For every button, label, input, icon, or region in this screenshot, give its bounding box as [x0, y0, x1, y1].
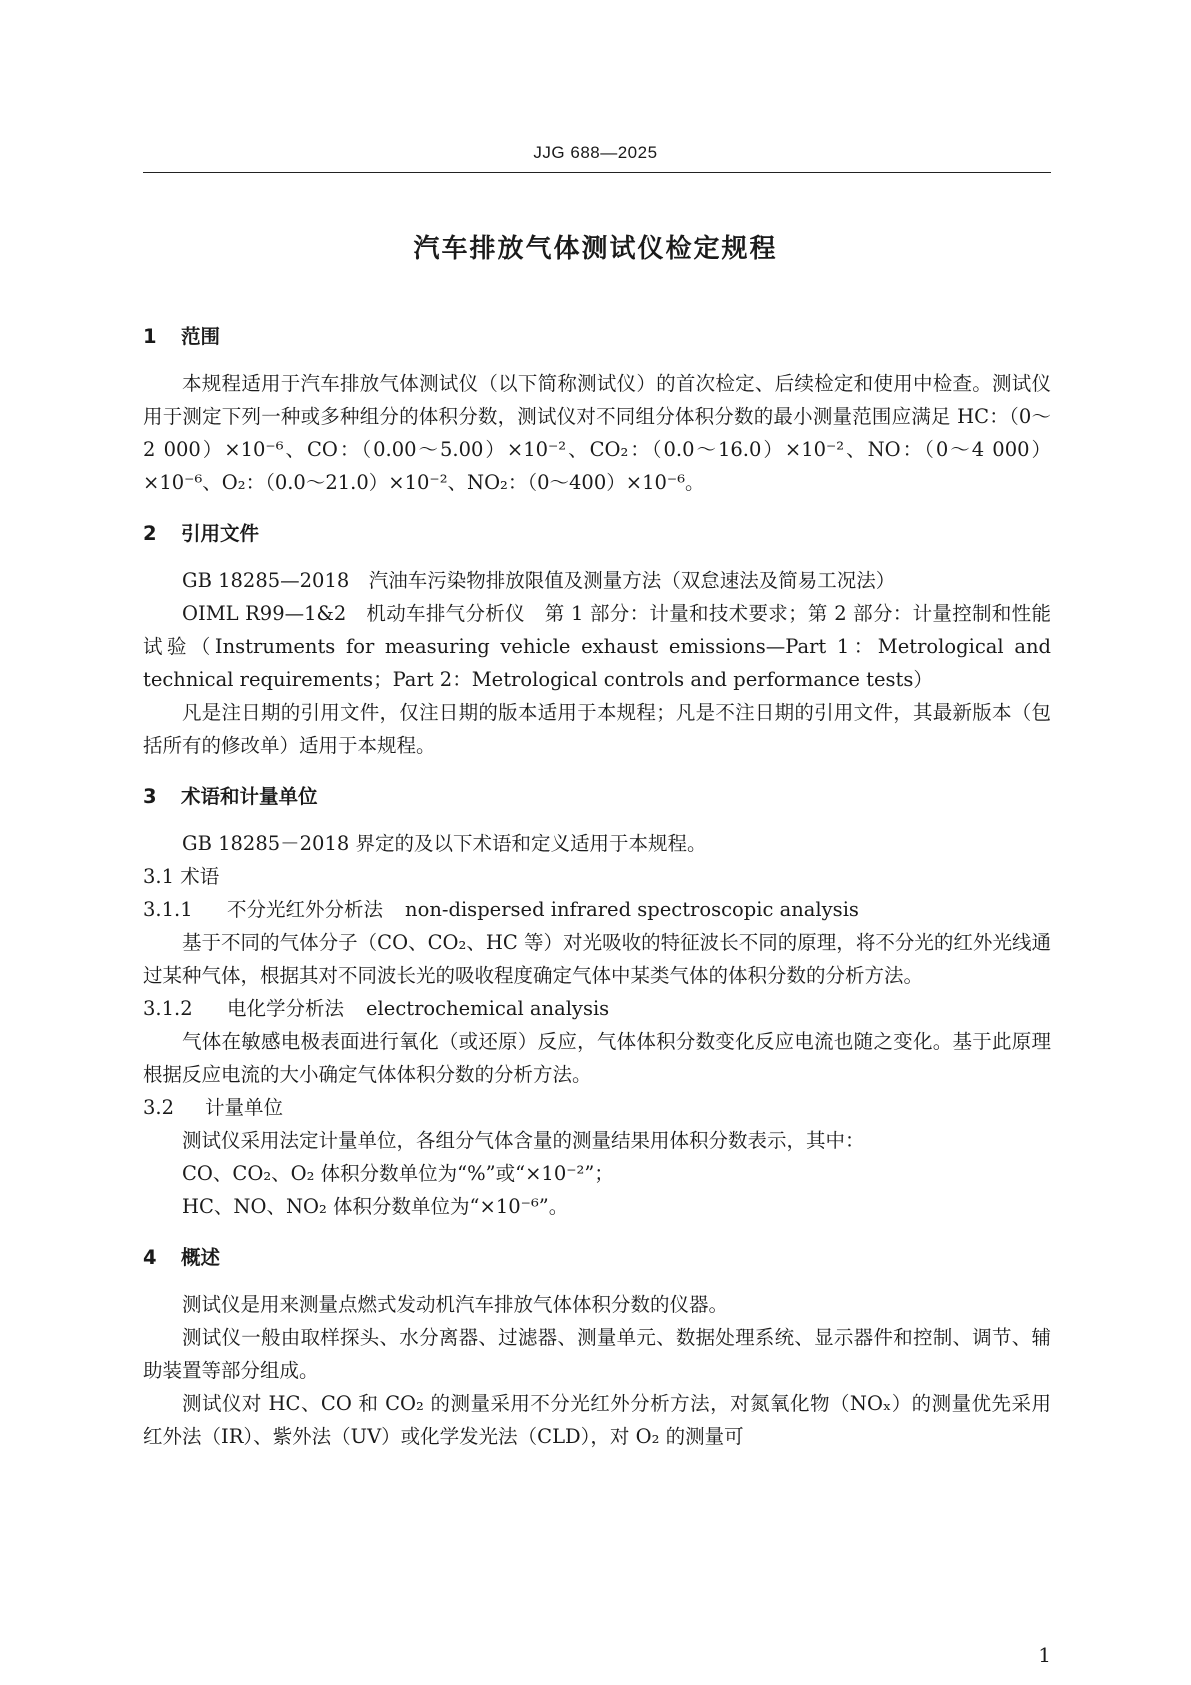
- term-3-1-2-definition: 气体在敏感电极表面进行氧化（或还原）反应，气体体积分数变化反应电流也随之变化。基于此原理根据反应电流的大小确定气体体积分数的分析方法。: [143, 1030, 1051, 1086]
- section-number: 4: [143, 1246, 157, 1269]
- term-number: 3.1.2: [143, 997, 193, 1020]
- subsection-number: 3.2: [143, 1096, 175, 1119]
- overview-paragraph-3: 测试仪对 HC、CO 和 CO₂ 的测量采用不分光红外分析方法，对氮氧化物（NOₓ）的测量优先采用红外法（IR）、紫外法（UV）或化学发光法（CLD），对 O₂ 的测量可: [143, 1392, 1051, 1448]
- subsection-3-2: [143, 1091, 1051, 1124]
- section-heading-4: [143, 1241, 1051, 1274]
- scope-paragraph: 本规程适用于汽车排放气体测试仪（以下简称测试仪）的首次检定、后续检定和使用中检查。测试仪用于测定下列一种或多种组分的体积分数，测试仪对不同组分体积分数的最小测量范围应满足 HC：（0～2 000）×10⁻⁶、CO：（0.00～5.00）×10⁻²、CO₂：（0.0～16.0）×10⁻²、NO：（0～4 000）×10⁻⁶、O₂：（0.0～21.0）×10⁻²、NO₂：（0～400）×10⁻⁶。: [143, 372, 1051, 494]
- term-3-1-1-definition: 基于不同的气体分子（CO、CO₂、HC 等）对光吸收的特征波长不同的原理，将不分光的红外光线通过某种气体，根据其对不同波长光的吸收程度确定气体中某类气体的体积分数的分析方法。: [143, 931, 1051, 987]
- term-3-1-2-heading: [143, 992, 1051, 1025]
- section-title: 范围: [181, 325, 221, 348]
- terms-intro-paragraph: GB 18285－2018 界定的及以下术语和定义适用于本规程。: [182, 832, 707, 855]
- header-divider: [143, 172, 1051, 173]
- section-title: 引用文件: [181, 522, 260, 545]
- overview-paragraph-2: 测试仪一般由取样探头、水分离器、过滤器、测量单元、数据处理系统、显示器件和控制、调节、辅助装置等部分组成。: [143, 1326, 1051, 1382]
- units-line-ppm: HC、NO、NO₂ 体积分数单位为“×10⁻⁶”。: [182, 1195, 569, 1218]
- reference-gb18285: GB 18285—2018 汽油车污染物排放限值及测量方法（双怠速法及简易工况法）: [182, 569, 896, 592]
- units-paragraph: 测试仪采用法定计量单位，各组分气体含量的测量结果用体积分数表示，其中：: [182, 1129, 865, 1152]
- term-3-1-1-heading: [143, 893, 1051, 926]
- overview-paragraph-1: 测试仪是用来测量点燃式发动机汽车排放气体体积分数的仪器。: [182, 1293, 729, 1316]
- subsection-number: 3.1: [143, 865, 175, 888]
- subsection-title: 计量单位: [205, 1096, 284, 1119]
- section-title: 术语和计量单位: [181, 785, 318, 808]
- section-number: 1: [143, 325, 157, 348]
- term-title-cn: 不分光红外分析法: [227, 898, 384, 921]
- term-title-cn: 电化学分析法: [227, 997, 345, 1020]
- page-number: 1: [1038, 1643, 1051, 1667]
- document-body: [143, 320, 1051, 1453]
- term-title-en: non-dispersed infrared spectroscopic analysis: [405, 898, 859, 921]
- section-number: 2: [143, 522, 157, 545]
- subsection-3-1: [143, 860, 1051, 893]
- standard-code-header: JJG 688—2025: [533, 143, 658, 162]
- section-heading-1: [143, 320, 1051, 353]
- reference-oiml-r99: OIML R99—1&2 机动车排气分析仪 第 1 部分：计量和技术要求；第 2 部分：计量控制和性能试验（Instruments for measuring vehicle exhaust emissions—Part 1：Metrological and technical requirements；Part 2：Metrological controls and performance tests）: [143, 602, 1051, 691]
- page-title: 汽车排放气体测试仪检定规程: [413, 234, 778, 264]
- term-number: 3.1.1: [143, 898, 193, 921]
- term-title-en: electrochemical analysis: [366, 997, 610, 1020]
- section-heading-2: [143, 517, 1051, 550]
- section-number: 3: [143, 785, 157, 808]
- subsection-title: 术语: [180, 865, 220, 888]
- section-heading-3: [143, 780, 1051, 813]
- section-title: 概述: [181, 1246, 221, 1269]
- units-line-percent: CO、CO₂、O₂ 体积分数单位为“%”或“×10⁻²”；: [182, 1162, 614, 1185]
- reference-note-paragraph: 凡是注日期的引用文件，仅注日期的版本适用于本规程；凡是不注日期的引用文件，其最新版本（包括所有的修改单）适用于本规程。: [143, 701, 1051, 757]
